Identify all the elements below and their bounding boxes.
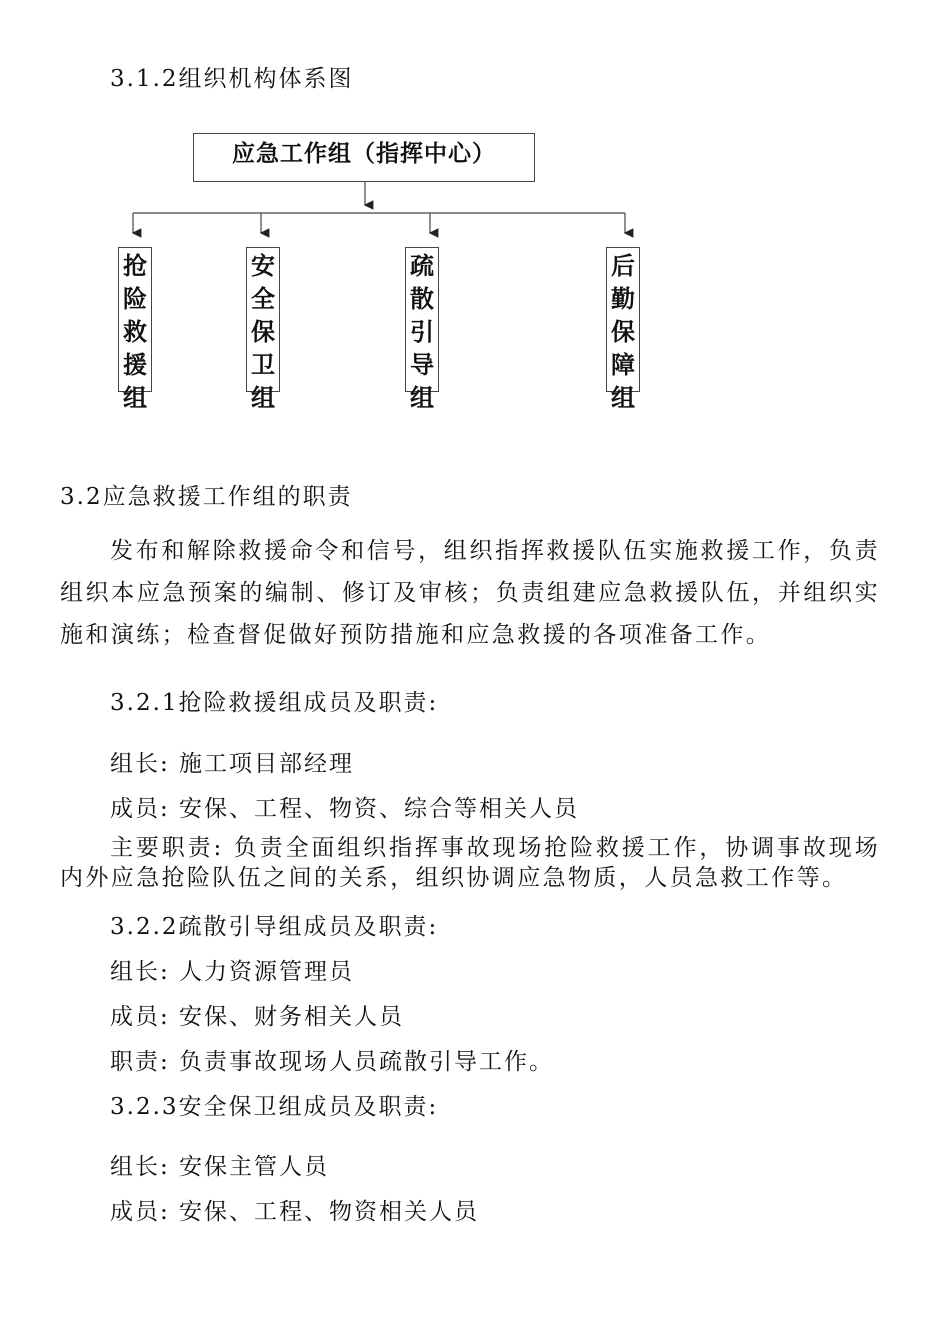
security-members: 成员: 安保、工程、物资相关人员 bbox=[110, 1199, 480, 1225]
evacuation-heading: 3.2.2疏散引导组成员及职责: bbox=[110, 914, 439, 940]
security-leader: 组长: 安保主管人员 bbox=[110, 1154, 330, 1180]
org-group-label: 后勤保障组 bbox=[611, 252, 635, 412]
evacuation-leader: 组长: 人力资源管理员 bbox=[110, 959, 355, 985]
rescue-leader: 组长: 施工项目部经理 bbox=[110, 751, 355, 777]
rescue-members: 成员: 安保、工程、物资、综合等相关人员 bbox=[110, 796, 580, 822]
org-group-label: 安全保卫组 bbox=[251, 252, 275, 412]
security-heading: 3.2.3安全保卫组成员及职责: bbox=[110, 1094, 439, 1120]
org-root-label: 应急工作组（指挥中心） bbox=[232, 141, 496, 167]
evacuation-members: 成员: 安保、财务相关人员 bbox=[110, 1004, 405, 1030]
org-group-label: 抢险救援组 bbox=[123, 252, 147, 412]
org-group-box-security bbox=[246, 247, 280, 412]
org-connectors bbox=[0, 0, 950, 260]
rescue-heading: 3.2.1抢险救援组成员及职责: bbox=[110, 690, 439, 716]
duty-paragraph: 发布和解除救援命令和信号，组织指挥救援队伍实施救援工作，负责组织本应急预案的编制、修订及审核；负责组建应急救援队伍，并组织实施和演练；检查督促做好预防措施和应急救援的各项准备工作。 bbox=[60, 538, 880, 648]
org-heading: 3.1.2组织机构体系图 bbox=[110, 66, 354, 92]
evacuation-duties: 职责: 负责事故现场人员疏散引导工作。 bbox=[110, 1049, 555, 1075]
duty-heading: 3.2应急救援工作组的职责 bbox=[60, 484, 353, 510]
org-group-box-evacuation bbox=[405, 247, 439, 412]
org-group-label: 疏散引导组 bbox=[410, 252, 434, 412]
org-group-box-rescue bbox=[118, 247, 152, 412]
rescue-duties: 主要职责: 负责全面组织指挥事故现场抢险救援工作，协调事故现场内外应急抢险队伍之间的关系，组织协调应急物质，人员急救工作等。 bbox=[60, 835, 880, 891]
org-group-box-logistics bbox=[606, 247, 640, 412]
